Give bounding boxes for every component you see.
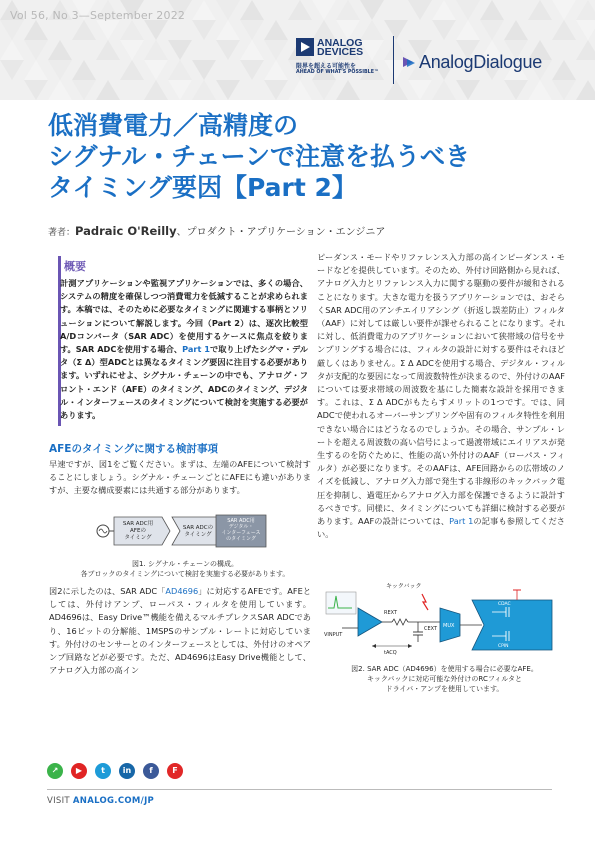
pattern-triangle	[480, 80, 504, 100]
pattern-triangle	[432, 20, 456, 40]
analog-devices-triangle-icon	[296, 38, 314, 56]
article-title	[48, 110, 568, 203]
kickback-icon	[422, 594, 428, 610]
pattern-triangle	[504, 20, 528, 40]
afe-label-1: SAR ADC用	[122, 521, 154, 527]
figure-2-caption	[322, 664, 567, 694]
pattern-triangle	[360, 0, 384, 20]
publication-name[interactable]: AnalogDialogue	[419, 52, 542, 72]
pattern-triangle	[168, 80, 192, 100]
pattern-triangle	[144, 40, 168, 60]
driver-amplifier-icon	[358, 608, 382, 636]
pattern-triangle	[144, 80, 168, 100]
pattern-triangle	[288, 0, 312, 20]
pattern-triangle	[192, 0, 216, 20]
abstract-text-2: で取り上げたシグマ・デルタ（Σ Δ）型ADCとは異なるタイミング要因に注目する必要があります。いずれにせよ、シグナル・チェーンの中でも、アナログ・フロント・エンド（AFE）のタイミング、ADCのタイミング、デジタル・インターフェースのタイミングについて検討を実施する必要があります。	[60, 344, 308, 421]
visit-link[interactable]	[47, 796, 154, 806]
afe-label-2: AFEの	[130, 528, 146, 534]
figure-2-caption-2: キックバックに対応可能な外付けのRCフィルタと	[366, 675, 522, 683]
pattern-triangle	[384, 20, 408, 40]
pattern-triangle	[384, 0, 408, 20]
title-line: タイミング要因【Part 2】	[48, 173, 357, 202]
pattern-triangle	[192, 20, 216, 40]
digital-label-4: のタイミング	[226, 536, 256, 542]
pattern-triangle	[576, 0, 595, 20]
flipboard-icon[interactable]: F	[167, 763, 183, 779]
part1-link-2[interactable]: Part 1	[449, 516, 474, 527]
pattern-triangle	[168, 20, 192, 40]
abstract-heading: 概要	[64, 260, 86, 273]
pattern-triangle	[144, 60, 168, 80]
section-paragraph-1: 早速ですが、図1をご覧ください。まずは、左端のAFEについて検討することにしましょう。シグナル・チェーンごとにAFEにも違いがありますが、主要な構成要素には共通する部分があります。	[49, 459, 311, 496]
pattern-triangle	[48, 60, 72, 80]
pattern-triangle	[0, 20, 24, 40]
pattern-triangle	[264, 20, 288, 40]
analog-dialogue-icon	[401, 54, 417, 70]
pattern-triangle	[168, 40, 192, 60]
logo-tagline-jp: 限界を超える可能性を	[296, 63, 357, 70]
logo-name-1: ANALOG	[317, 37, 363, 49]
title-line: シグナル・チェーンで注意を払うべき	[48, 142, 471, 171]
pattern-triangle	[96, 80, 120, 100]
figure-1-caption-2: 各ブロックのタイミングについて検討を実施する必要があります。	[80, 570, 290, 578]
pattern-triangle	[216, 80, 240, 100]
pattern-triangle	[552, 60, 576, 80]
logo-divider	[393, 36, 394, 84]
pattern-triangle	[192, 40, 216, 60]
pattern-triangle	[72, 60, 96, 80]
facebook-icon[interactable]: f	[143, 763, 159, 779]
pattern-triangle	[456, 80, 480, 100]
mux-label: MUX	[443, 623, 455, 629]
pattern-triangle	[576, 60, 595, 80]
resistor-icon	[392, 619, 408, 625]
pattern-triangle	[408, 80, 432, 100]
linkedin-icon[interactable]: in	[119, 763, 135, 779]
pattern-triangle	[504, 0, 528, 20]
adc-label-1: SAR ADCの	[182, 525, 214, 531]
pattern-triangle	[528, 80, 552, 100]
para-2-a: 図2に示したのは、SAR ADC「	[49, 586, 166, 596]
pattern-triangle	[120, 20, 144, 40]
share-icon[interactable]: ↗	[47, 763, 63, 779]
pattern-triangle	[288, 20, 312, 40]
right-column-text	[317, 251, 565, 541]
pattern-triangle	[120, 80, 144, 100]
pattern-triangle	[576, 80, 595, 100]
pattern-triangle	[432, 0, 456, 20]
visit-prefix: VISIT	[47, 796, 73, 806]
pattern-triangle	[576, 40, 595, 60]
pattern-triangle	[480, 20, 504, 40]
digital-label-3: インターフェース	[221, 530, 261, 536]
pattern-triangle	[408, 20, 432, 40]
pattern-triangle	[48, 20, 72, 40]
pattern-triangle	[240, 80, 264, 100]
pattern-triangle	[120, 40, 144, 60]
pattern-triangle	[72, 20, 96, 40]
figure-2-caption-3: ドライバ・アンプを使用しています。	[385, 685, 504, 693]
pattern-triangle	[264, 0, 288, 20]
pattern-triangle	[240, 0, 264, 20]
pattern-triangle	[192, 60, 216, 80]
footer-divider	[47, 789, 552, 790]
pattern-triangle	[552, 40, 576, 60]
pattern-triangle	[480, 0, 504, 20]
pattern-triangle	[552, 0, 576, 20]
pattern-triangle	[96, 40, 120, 60]
pattern-triangle	[96, 20, 120, 40]
pattern-triangle	[216, 40, 240, 60]
afe-label-3: タイミング	[124, 535, 152, 541]
digital-label-1: SAR ADC用	[227, 518, 255, 524]
pattern-triangle	[264, 80, 288, 100]
analog-devices-logo[interactable]	[296, 38, 388, 88]
issue-label: Vol 56, No 3—September 2022	[10, 9, 186, 22]
para-2-b: 」に対応するAFEです。AFEとしては、外付けアンプ、ローパス・フィルタを使用しています。AD4696は、Easy Drive™機能を備えるマルチプレクスSAR ADCであり、16ビットの分解能、1MSPSのサンプル・レートに対応しています。外付けのセンサーとのインターフェースとしては、外付けのオペアンプ回路などが必要です。ただ、AD4696はEasy Drive機能として、アナログ入力部の高イン	[49, 586, 312, 676]
pattern-triangle	[432, 80, 456, 100]
figure-1-caption-1: 図1. シグナル・チェーンの構成。	[131, 560, 239, 568]
tacq-label: tACQ	[384, 650, 397, 656]
figure-2-caption-1: 図2. SAR ADC（AD4696）を使用する場合に必要なAFE。	[351, 665, 538, 673]
abstract-text-1: 計測アプリケーションや監視アプリケーションでは、多くの場合、システムの精度を確保しつつ消費電力を低減することが求められます。本稿では、そのために必要なタイミングに関連する事柄とソリューションについて解説します。今回（Part 2）は、逐次比較型A/Dコンバータ（SAR ADC）を使用するケースに焦点を絞ります。SAR ADCを使用する場合、	[60, 278, 308, 355]
author-name: Padraic O'Reilly	[75, 224, 177, 238]
pattern-triangle	[456, 20, 480, 40]
pattern-triangle	[24, 60, 48, 80]
abstract-text	[60, 277, 308, 422]
pattern-triangle	[24, 20, 48, 40]
figure-2-circuit	[322, 580, 567, 665]
pattern-triangle	[576, 20, 595, 40]
pattern-triangle	[552, 80, 576, 100]
cext-label: CEXT	[424, 626, 438, 632]
section-paragraph-2	[49, 585, 311, 677]
pattern-triangle	[240, 60, 264, 80]
part1-link[interactable]: Part 1	[182, 344, 210, 355]
pattern-triangle	[528, 0, 552, 20]
pattern-triangle	[24, 80, 48, 100]
figure-1-diagram	[90, 505, 310, 565]
pattern-triangle	[528, 20, 552, 40]
right-text-2: の記事も参照してください。	[317, 516, 565, 540]
pattern-triangle	[120, 60, 144, 80]
logo-tagline-en: AHEAD OF WHAT'S POSSIBLE™	[296, 70, 379, 75]
author-line	[48, 223, 385, 238]
pattern-triangle	[264, 60, 288, 80]
title-line: 低消費電力／高精度の	[48, 111, 299, 140]
ad4696-link[interactable]: AD4696	[165, 586, 199, 596]
pattern-triangle	[72, 40, 96, 60]
pattern-triangle	[552, 20, 576, 40]
twitter-icon[interactable]: t	[95, 763, 111, 779]
pattern-triangle	[408, 0, 432, 20]
cdac-label: CDAC	[498, 602, 511, 607]
pattern-triangle	[216, 20, 240, 40]
author-label: 著者：	[48, 228, 76, 238]
pattern-triangle	[0, 40, 24, 60]
pattern-triangle	[216, 60, 240, 80]
pattern-triangle	[504, 80, 528, 100]
figure-1-caption	[60, 559, 310, 579]
pattern-triangle	[48, 40, 72, 60]
pattern-triangle	[216, 0, 240, 20]
pattern-triangle	[336, 0, 360, 20]
section-heading: AFEのタイミングに関する検討事項	[49, 443, 219, 455]
pattern-triangle	[360, 20, 384, 40]
adc-internal-block	[472, 600, 552, 650]
adc-label-2: タイミング	[184, 532, 212, 538]
cpin-label: CPIN	[498, 644, 509, 649]
pattern-triangle	[0, 60, 24, 80]
pattern-triangle	[312, 0, 336, 20]
visit-url[interactable]: ANALOG.COM/JP	[72, 796, 155, 806]
pattern-triangle	[456, 0, 480, 20]
digital-label-2: デジタル・	[228, 524, 254, 530]
kickback-label: キックバック	[386, 583, 422, 590]
pattern-triangle	[240, 40, 264, 60]
pattern-triangle	[168, 60, 192, 80]
author-role: 、プロダクト・アプリケーション・エンジニア	[176, 227, 386, 238]
pattern-triangle	[72, 80, 96, 100]
pattern-triangle	[240, 20, 264, 40]
pattern-triangle	[24, 40, 48, 60]
rext-label: REXT	[384, 610, 398, 616]
pattern-triangle	[0, 80, 24, 100]
pattern-triangle	[192, 80, 216, 100]
pattern-triangle	[48, 80, 72, 100]
vinput-label: VINPUT	[324, 632, 343, 638]
logo-name-2: DEVICES	[317, 46, 364, 58]
pattern-triangle	[144, 20, 168, 40]
right-text-1: ピーダンス・モードやリファレンス入力部の高インピーダンス・モードなどを提供しています。そのため、外付け回路側から見れば、アナログ入力とリファレンス入力に関する駆動の要件が緩和されることになります。大きな電力を扱うアプリケーションでは、おそらくSAR ADC用のアンチエイリアシング（折返し誤差防止）フィルタ（AAF）に対しては厳しい要件が課せられることになります。それに対し、低消費電力のアプリケーションにおいて狭帯域の信号をサンプリングする場合には、フィルタの設計に対する要件はそれほど厳しくはありません。Σ Δ ADCを使用する場合、デジタル・フィルタが支配的な要因になって周波数特性が決まるので、外付けのAAFについては要求帯域の周波数を基にした簡素な設計を採用できます。これは、Σ Δ ADCがもたらすメリットの1つです。では、同ADCで使われるオーバーサンプリングや固有のフィルタ特性を利用できない場合にはどうなるのでしょうか。その場合、サンプル・レートを超える周波数の高い信号によって過渡帯域にエイリアスが発生するのを防ぐために、性能の高い外付けのAAF（ローパス・フィルタ）が必要になります。そのAAFは、AFE回路からの広帯域のノイズを低減し、アナログ入力部で発生する非線形のキックバック電圧を抑制し、過電圧からアナログ入力部を保護できるように設計するべきです。同様に、タイミングについても詳細に検討する必要があります。AAFの設計については、	[317, 252, 565, 527]
youtube-icon[interactable]: ▶	[71, 763, 87, 779]
pattern-triangle	[264, 40, 288, 60]
pattern-triangle	[96, 60, 120, 80]
